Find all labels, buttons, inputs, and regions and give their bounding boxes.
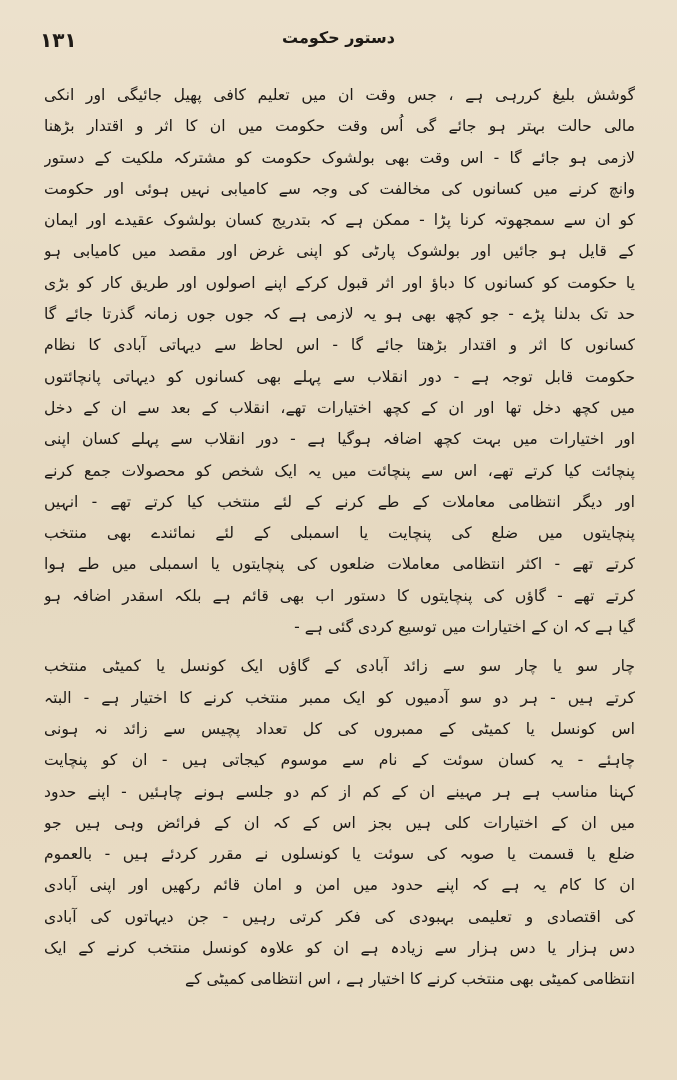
text-line: کو ان سے سمجھوتہ کرنا پڑا - ممکن ہے کہ بتدریج کسان بولشوک عقیدے اور ایمان [44, 211, 635, 230]
text-line: لازمی ہو جائے گا - اس وقت بھی بولشوک حکومت کو مشترکہ ملکیت کے دستور [44, 148, 635, 167]
text-line: ان کا کام یہ ہے کہ اپنے حدود میں امن و امان قائم رکھیں اور اپنی آبادی [44, 876, 635, 895]
text-line: ضلع یا قسمت یا صوبہ کی سوئت یا کونسلوں نے مقرر کردئے ہیں - بالعموم [44, 845, 635, 864]
text-line: اور دیگر انتظامی معاملات کے طے کرنے کے لئے منتخب کیا کرتے تھے - انہیں [44, 492, 635, 511]
text-line: اور اختیارات میں بہت کچھ اضافہ ہوگیا ہے - دور انقلاب سے پہلے کسان اپنی [44, 430, 635, 449]
text-line: اس کونسل یا کمیٹی کے ممبروں کی کل تعداد پچیس سے زائد نہ ہونی [44, 719, 635, 738]
page-number: ١٣١ [40, 28, 77, 52]
text-line: انتظامی کمیٹی بھی منتخب کرنے کا اختیار ہے ، اس انتظامی کمیٹی کے [185, 970, 635, 989]
text-line: حکومت قابل توجہ ہے - دور انقلاب سے پہلے بھی کسانوں کو دیہاتی پانچائتوں [44, 367, 635, 386]
text-line: میں کچھ دخل تھا اور ان کے کچھ اختیارات تھے، انقلاب کے بعد سے ان کے دخل [44, 398, 635, 417]
text-line: چار سو یا چار سو سے زائد آبادی کے گاؤں ایک کونسل یا کمیٹی منتخب [44, 657, 635, 676]
text-line: کی اقتصادی و تعلیمی بہبودی کی فکر کرتی رہیں - جن دیہاتوں کی آبادی [44, 907, 635, 926]
text-line: پنچائت کیا کرتے تھے، اس سے پنچائت میں یہ ایک شخص کو محصولات جمع کرنے [44, 461, 635, 480]
text-line: کسانوں کا اثر و اقتدار بڑھتا جائے گا - اس لحاظ سے دیہاتی آبادی کا نظام [44, 336, 635, 355]
text-line: کرتے ہیں - ہر دو سو آدمیوں کو ایک ممبر منتخب کرنے کا اختیار ہے - البتہ [44, 688, 635, 707]
body-text [44, 80, 635, 1040]
running-title: دستور حکومت [282, 28, 395, 47]
text-line: میں ان کے اختیارات کلی ہیں بجز اس کے کہ ان کے فرائض وہی ہیں جو [44, 813, 635, 832]
text-line: کرتے تھے - گاؤں کی پنچایتوں کا دستور اب بھی قائم ہے بلکہ اسقدر اضافہ ہو [44, 586, 635, 605]
paragraph [44, 651, 635, 995]
text-line: دس ہزار یا دس ہزار سے زیادہ ہے ان کو علاوہ کونسل منتخب کرنے کے ایک [44, 939, 635, 958]
text-line: حد تک بدلنا پڑے - جو کچھ بھی ہو یہ لازمی ہے کہ جوں جوں زمانہ گذرتا جائے گا [44, 305, 635, 324]
text-line: کرتے تھے - اکثر انتظامی معاملات ضلعوں کی پنچایتوں یا اسمبلی میں طے ہوا [44, 555, 635, 574]
text-line: گوشش بلیغ کررہی ہے ، جس وقت ان میں تعلیم کافی پھیل جائیگی اور انکی [44, 86, 635, 104]
text-line: یا حکومت کو کسانوں کا دباؤ اور اثر قبول کرکے اپنے اصولوں اور طریق کار کو بڑی [44, 273, 635, 292]
text-line: کے قایل ہو جائیں اور بولشوک پارٹی کو اپنی غرض اور مقصد میں کامیابی ہو [44, 242, 635, 261]
text-line: وانچ کرنے میں کسانوں کی مخالفت کی وجہ سے کامیابی نہیں ہوئی اور حکومت [44, 179, 635, 198]
text-line: گیا ہے کہ ان کے اختیارات میں توسیع کردی گئی ہے - [294, 618, 635, 637]
paragraph [44, 80, 635, 643]
text-line: کہنا مناسب ہے ہر مہینے ان کے کم از کم دو جلسے ہونے چاہئیں - اپنے حدود [44, 782, 635, 801]
text-line: پنچایتوں میں ضلع کی پنچایت یا اسمبلی کے لئے نمائندے بھی منتخب [44, 524, 635, 543]
text-line: مالی حالت بہتر ہو جائے گی اُس وقت حکومت میں ان کا اثر و اقتدار بڑھنا [44, 117, 635, 136]
text-line: چاہئے - یہ کسان سوئت کے نام سے موسوم کیجاتی ہیں - ان کو پنچایت [44, 751, 635, 770]
